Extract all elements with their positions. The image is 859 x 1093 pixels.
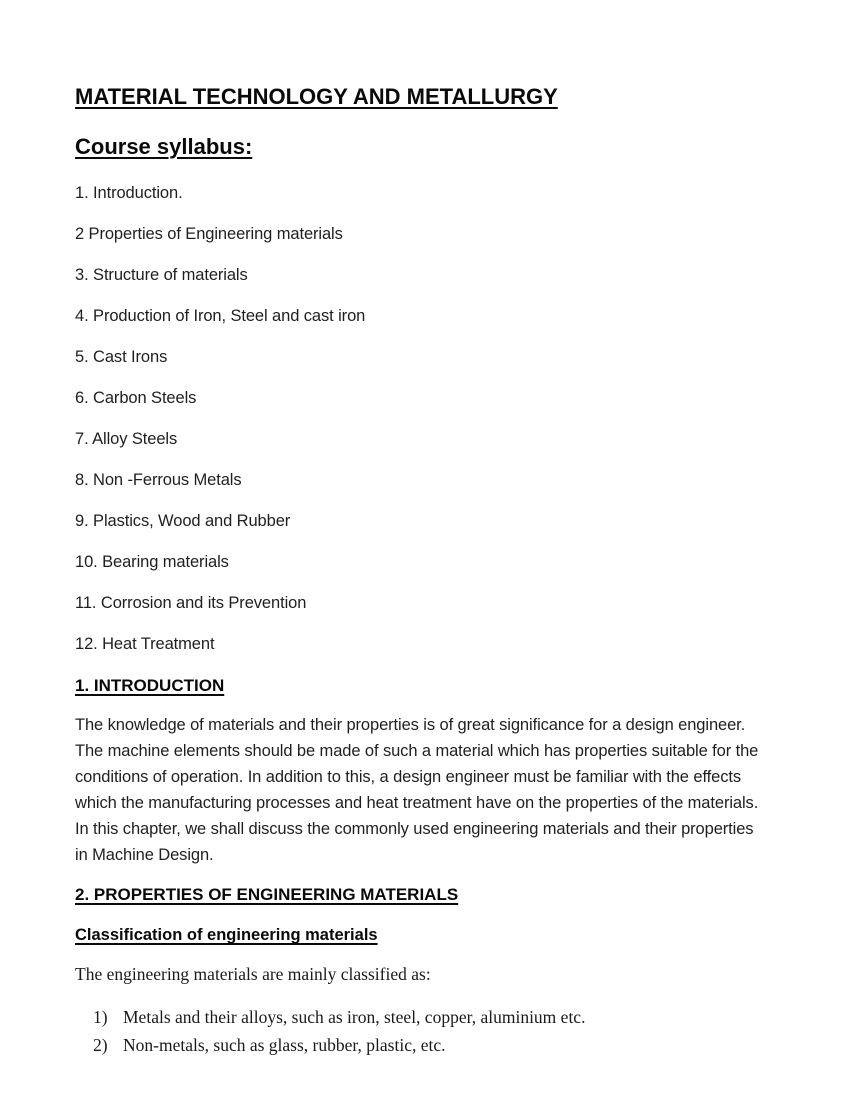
syllabus-item-1: 1. Introduction. bbox=[75, 184, 183, 202]
classification-heading: Classification of engineering materials bbox=[75, 926, 378, 944]
syllabus-item-4: 4. Production of Iron, Steel and cast iron bbox=[75, 307, 366, 325]
paragraph-line: The knowledge of materials and their properties is of great significance for a design engineer. bbox=[75, 716, 746, 734]
list-marker: 1) bbox=[93, 1007, 108, 1027]
classification-intro: The engineering materials are mainly classified as: bbox=[75, 964, 431, 984]
paragraph-line: conditions of operation. In addition to this, a design engineer must be familiar with the effects bbox=[75, 768, 741, 786]
syllabus-item-12: 12. Heat Treatment bbox=[75, 635, 215, 653]
section-1-heading: 1. INTRODUCTION bbox=[75, 676, 225, 695]
paragraph-line: The machine elements should be made of such a material which has properties suitable for the bbox=[75, 742, 759, 760]
classification-item-2 bbox=[75, 1031, 789, 1059]
list-item-text: Non-metals, such as glass, rubber, plastic, etc. bbox=[123, 1035, 446, 1055]
syllabus-item-5: 5. Cast Irons bbox=[75, 348, 168, 366]
syllabus-item-9: 9. Plastics, Wood and Rubber bbox=[75, 512, 291, 530]
paragraph-line: which the manufacturing processes and heat treatment have on the properties of the materials. bbox=[75, 794, 759, 812]
section-2-heading: 2. PROPERTIES OF ENGINEERING MATERIALS bbox=[75, 885, 459, 904]
syllabus-list bbox=[75, 184, 789, 653]
syllabus-item-2: 2 Properties of Engineering materials bbox=[75, 225, 343, 243]
list-marker: 2) bbox=[93, 1035, 108, 1055]
list-item-text: Metals and their alloys, such as iron, steel, copper, aluminium etc. bbox=[123, 1007, 586, 1027]
classification-list bbox=[75, 1003, 789, 1059]
document-title: MATERIAL TECHNOLOGY AND METALLURGY bbox=[75, 84, 558, 109]
syllabus-item-10: 10. Bearing materials bbox=[75, 553, 229, 571]
paragraph-line: in Machine Design. bbox=[75, 846, 214, 864]
syllabus-item-8: 8. Non -Ferrous Metals bbox=[75, 471, 242, 489]
course-syllabus-heading: Course syllabus: bbox=[75, 134, 253, 159]
introduction-paragraph bbox=[75, 712, 789, 868]
syllabus-item-7: 7. Alloy Steels bbox=[75, 430, 178, 448]
syllabus-item-11: 11. Corrosion and its Prevention bbox=[75, 594, 307, 612]
paragraph-line: In this chapter, we shall discuss the commonly used engineering materials and their properties bbox=[75, 820, 754, 838]
syllabus-item-3: 3. Structure of materials bbox=[75, 266, 248, 284]
classification-item-1 bbox=[75, 1003, 789, 1031]
syllabus-item-6: 6. Carbon Steels bbox=[75, 389, 197, 407]
